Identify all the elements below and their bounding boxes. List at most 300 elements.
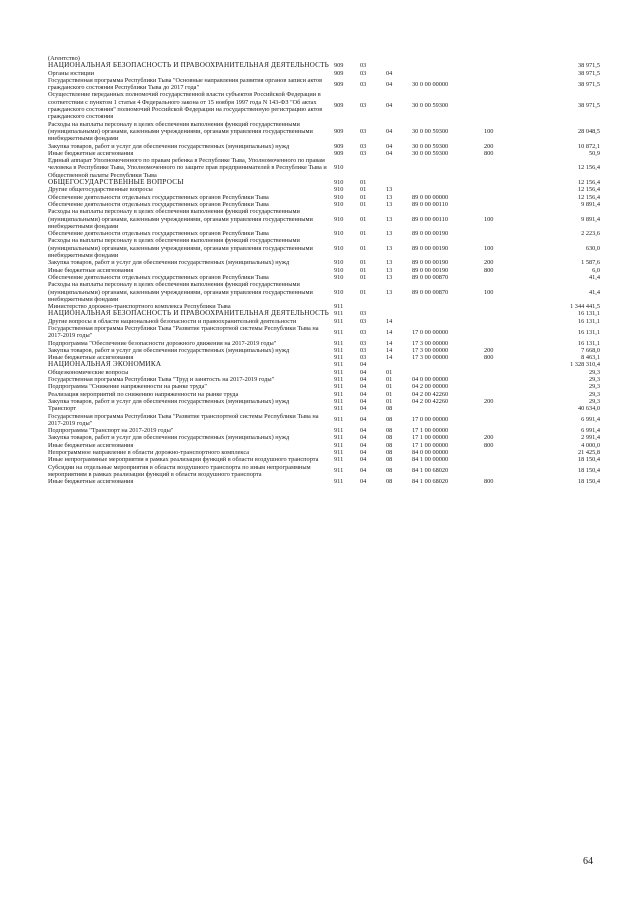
section-code: 03 [360,310,367,318]
expense-type-code [484,194,524,201]
row-name: Иные бюджетные ассигнования [48,354,134,362]
table-row [48,77,600,92]
target-article-code: 84 1 00 00000 [412,456,449,464]
table-row [48,274,600,281]
ministry-code: 911 [334,449,344,457]
ministry-code: 910 [334,288,344,296]
section-code: 03 [360,346,367,354]
expense-type-code [484,456,524,463]
section-code: 03 [360,354,367,362]
section-code: 04 [360,441,367,449]
row-name: Подпрограмма "Снижение напряженности на рынке труда" [48,383,207,391]
expense-type-code [484,391,524,398]
subsection-code: 13 [386,193,393,201]
section-code: 04 [360,456,367,464]
subsection-code [386,361,412,368]
section-code: 04 [360,376,367,384]
expense-type-code [484,157,524,179]
expense-type-code [484,230,524,237]
amount: 12 156,4 [577,193,600,201]
row-name: ОБЩЕГОСУДАРСТВЕННЫЕ ВОПРОСЫ [48,178,184,187]
budget-table-body [48,55,600,486]
subsection-code: 04 [386,142,393,150]
section-code: 04 [360,478,367,486]
section-code: 04 [360,416,367,424]
amount: 18 150,4 [577,478,600,486]
subsection-code: 13 [386,259,393,267]
expense-type-code: 100 [484,244,494,252]
subsection-code: 14 [386,339,393,347]
amount: 2 223,6 [581,230,600,238]
subsection-code: 04 [386,127,393,135]
target-article-code: 84 1 00 68020 [412,467,449,475]
ministry-code: 911 [334,416,344,424]
ministry-code: 910 [334,200,344,208]
row-name: Расходы на выплаты персоналу в целях обеспечения выполнения функций государственными (муниципальными) органами, казенными учреждениями, органами управления государственными внебюджетными фондами [48,120,313,143]
row-name: Другие вопросы в области национальной безопасности и правоохранительной деятельности [48,317,297,325]
amount: 28 048,5 [577,127,600,135]
subsection-code [386,310,412,317]
subsection-code: 08 [386,449,393,457]
subsection-code: 13 [386,215,393,223]
amount: 29,3 [588,368,600,376]
table-row [48,442,600,449]
row-name: Субсидии на отдельные мероприятия в области воздушного транспорта по иным непрограммным мероприятиям в рамках реализации функций в области воздушного транспорта [48,463,311,478]
target-article-code: 30 0 00 59300 [412,149,449,157]
ministry-code: 909 [334,62,344,70]
expense-type-code [484,77,524,92]
target-article-code: 17 1 00 00000 [412,441,449,449]
expense-type-code [484,405,524,412]
ministry-code: 910 [334,266,344,274]
amount: 16 131,1 [577,339,600,347]
ministry-code: 909 [334,149,344,157]
subsection-code: 04 [386,69,393,77]
expense-type-code [484,274,524,281]
table-row [48,478,600,485]
row-name: Расходы на выплаты персоналу в целях обеспечения выполнения функций государственными (муниципальными) органами, казенными учреждениями, органами управления государственными внебюджетными фондами [48,281,313,303]
section-code: 01 [360,186,367,194]
row-name: Закупка товаров, работ и услуг для обеспечения государственных (муниципальных) нужд [48,397,290,405]
table-row [48,434,600,441]
amount: 16 131,1 [577,310,600,318]
section-code: 03 [360,328,367,336]
ministry-code: 911 [334,317,344,325]
expense-type-code: 800 [484,478,494,486]
subsection-code: 13 [386,244,393,252]
section-code: 01 [360,266,367,274]
subsection-code: 13 [386,266,393,274]
row-name: Обеспечение деятельности отдельных государственных органов Республики Тыва [48,200,269,208]
ministry-code: 911 [334,346,344,354]
section-code [360,55,386,62]
subsection-code: 08 [386,467,393,475]
table-row [48,310,600,317]
target-article-code [412,186,484,193]
amount [524,55,600,62]
table-row [48,376,600,383]
ministry-code: 911 [334,361,344,369]
expense-type-code: 200 [484,397,494,405]
subsection-code: 04 [386,102,393,110]
ministry-code [334,55,360,62]
amount: 38 971,5 [577,80,600,88]
expense-type-code [484,91,524,120]
ministry-code: 911 [334,427,344,435]
target-article-code [412,303,484,310]
ministry-code: 911 [334,397,344,405]
expense-type-code [484,310,524,317]
row-name: Государственная программа Республики Тыва "Развитие транспортной системы Республики Тыва на 2017-2019 годы" [48,324,319,340]
table-row [48,340,600,347]
target-article-code: 17 1 00 00000 [412,434,449,442]
amount: 38 971,5 [577,69,600,77]
table-row [48,230,600,237]
ministry-code: 909 [334,69,344,77]
amount: 21 425,8 [577,449,600,457]
amount: 38 971,5 [577,62,600,70]
expense-type-code [484,186,524,193]
section-code [360,303,386,310]
target-article-code: 17 3 00 00000 [412,339,449,347]
section-code: 03 [360,142,367,150]
subsection-code: 04 [386,149,393,157]
section-code: 04 [360,368,367,376]
expense-type-code: 200 [484,259,494,267]
target-article-code: 89 0 00 00190 [412,230,449,238]
row-name: Осуществление переданных полномочий государственной власти субъектов Российской Федерации в соответствии с пунктом 1 статьи 4 Федерального закона от 15 ноября 1997 года N 143-ФЗ "Об актах гражданского состояния" полномочий Российской Федерации на государственную регистрацию актов гражданского состояния [48,91,323,121]
subsection-code: 13 [386,200,393,208]
table-row [48,405,600,412]
amount: 1 344 441,5 [570,303,600,311]
table-row [48,208,600,230]
amount: 29,3 [588,383,600,391]
row-name: Государственная программа Республики Тыва "Труд и занятость на 2017-2019 годы" [48,376,275,384]
subsection-code: 01 [386,397,393,405]
amount: 18 150,4 [577,456,600,464]
expense-type-code: 100 [484,288,494,296]
section-code: 01 [360,259,367,267]
row-name: Иные бюджетные ассигнования [48,441,134,449]
table-row [48,361,600,368]
row-name: Государственная программа Республики Тыва "Основные направления развития органов записи актов гражданского состояния Республики Тыва до 2017 года" [48,76,323,92]
row-name: НАЦИОНАЛЬНАЯ БЕЗОПАСНОСТЬ И ПРАВООХРАНИТЕЛЬНАЯ ДЕЯТЕЛЬНОСТЬ [48,61,330,70]
section-code: 03 [360,149,367,157]
ministry-code: 911 [334,434,344,442]
row-name: Министерство дорожно-транспортного комплекса Республики Тыва [48,303,231,311]
subsection-code: 01 [386,390,393,398]
table-row [48,121,600,143]
subsection-code: 13 [386,273,393,281]
subsection-code [386,157,412,179]
amount: 29,3 [588,390,600,398]
expense-type-code [484,427,524,434]
target-article-code [412,179,484,186]
expense-type-code: 800 [484,441,494,449]
table-row [48,369,600,376]
table-row [48,391,600,398]
expense-type-code [484,376,524,383]
budget-table [48,55,600,486]
subsection-code: 13 [386,186,393,194]
amount: 16 131,1 [577,328,600,336]
row-name: Органы юстиции [48,69,94,77]
ministry-code: 911 [334,354,344,362]
target-article-code [412,369,484,376]
ministry-code: 909 [334,127,344,135]
ministry-code: 910 [334,186,344,194]
target-article-code [412,310,484,317]
section-code [360,157,386,179]
target-article-code [412,70,484,77]
ministry-code: 910 [334,215,344,223]
ministry-code: 911 [334,456,344,464]
table-row [48,413,600,428]
expense-type-code [484,369,524,376]
ministry-code: 911 [334,383,344,391]
section-code: 01 [360,230,367,238]
amount: 630,0 [585,244,600,252]
expense-type-code [484,325,524,340]
target-article-code: 84 0 00 00000 [412,449,449,457]
amount: 8 463,1 [581,354,600,362]
ministry-code: 910 [334,179,344,187]
amount: 6,0 [592,266,600,274]
expense-type-code: 800 [484,149,494,157]
subsection-code: 04 [386,80,393,88]
amount: 12 156,4 [577,186,600,194]
expense-type-code [484,464,524,479]
row-name: Государственная программа Республики Тыва "Развитие транспортной системы Республики Тыва на 2017-2019 годы" [48,412,319,427]
section-code: 01 [360,179,367,187]
subsection-code [386,179,412,186]
section-code: 04 [360,397,367,405]
expense-type-code [484,340,524,347]
ministry-code: 909 [334,142,344,150]
target-article-code: 17 1 00 00000 [412,427,449,435]
amount: 40 634,0 [577,405,600,413]
expense-type-code [484,318,524,325]
table-row [48,325,600,340]
target-article-code: 84 1 00 68020 [412,478,449,486]
subsection-code: 14 [386,354,393,362]
amount: 41,4 [588,273,600,281]
row-name: (Агентство) [48,55,80,62]
table-row [48,150,600,157]
subsection-code: 08 [386,441,393,449]
section-code: 03 [360,69,367,77]
target-article-code: 04 0 00 00000 [412,376,449,384]
table-row [48,186,600,193]
amount: 9 891,4 [581,200,600,208]
subsection-code: 08 [386,478,393,486]
expense-type-code: 200 [484,346,494,354]
row-name: Закупка товаров, работ и услуг для обеспечения государственных (муниципальных) нужд [48,142,290,150]
table-row [48,318,600,325]
amount: 50,9 [588,149,600,157]
ministry-code: 910 [334,230,344,238]
page-number: 64 [583,856,593,867]
subsection-code: 13 [386,288,393,296]
section-code: 03 [360,127,367,135]
section-code: 03 [360,339,367,347]
amount: 18 150,4 [577,467,600,475]
subsection-code: 08 [386,427,393,435]
subsection-code: 14 [386,346,393,354]
row-name: Закупка товаров, работ и услуг для обеспечения государственных (муниципальных) нужд [48,346,290,354]
amount: 38 971,5 [577,102,600,110]
ministry-code: 910 [334,164,344,172]
amount: 12 156,4 [577,164,600,172]
row-name: Подпрограмма "Транспорт на 2017-2019 годы" [48,427,174,435]
table-row [48,157,600,179]
subsection-code: 08 [386,416,393,424]
ministry-code: 911 [334,478,344,486]
target-article-code [412,405,484,412]
table-row [48,259,600,266]
ministry-code: 910 [334,193,344,201]
table-row [48,427,600,434]
ministry-code: 911 [334,328,344,336]
ministry-code: 911 [334,368,344,376]
target-article-code: 04 2 00 00000 [412,383,449,391]
expense-type-code: 100 [484,215,494,223]
table-row [48,62,600,69]
subsection-code [386,55,412,62]
table-row [48,143,600,150]
target-article-code: 89 0 00 00870 [412,273,449,281]
subsection-code [386,303,412,310]
table-row [48,456,600,463]
row-name: НАЦИОНАЛЬНАЯ БЕЗОПАСНОСТЬ И ПРАВООХРАНИТЕЛЬНАЯ ДЕЯТЕЛЬНОСТЬ [48,309,330,318]
row-name: Непрограммное направление в области дорожно-транспортного комплекса [48,449,249,457]
target-article-code: 30 0 00 00000 [412,80,449,88]
row-name: Обеспечение деятельности отдельных государственных органов Республики Тыва [48,193,269,201]
amount: 1 587,6 [581,259,600,267]
section-code: 04 [360,390,367,398]
amount: 6 991,4 [581,427,600,435]
ministry-code: 911 [334,405,344,413]
target-article-code [412,62,484,69]
section-code: 03 [360,317,367,325]
section-code: 01 [360,244,367,252]
subsection-code: 14 [386,317,393,325]
section-code: 04 [360,427,367,435]
table-row [48,464,600,479]
section-code: 01 [360,193,367,201]
row-name: Транспорт [48,405,77,413]
target-article-code: 89 0 00 00190 [412,266,449,274]
row-name: Подпрограмма "Обеспечение безопасности дорожного движения на 2017-2019 годы" [48,339,277,347]
ministry-code: 909 [334,102,344,110]
expense-type-code: 800 [484,354,494,362]
amount: 12 156,4 [577,179,600,187]
target-article-code: 30 0 00 59300 [412,127,449,135]
target-article-code: 89 0 00 00190 [412,259,449,267]
expense-type-code: 200 [484,142,494,150]
table-row [48,267,600,274]
target-article-code [412,361,484,368]
ministry-code: 911 [334,467,344,475]
row-name: Иные непрограммные мероприятия в рамках реализации функций в области воздушного транспорта [48,456,319,464]
row-name: Обеспечение деятельности отдельных государственных органов Республики Тыва [48,230,269,238]
amount: 29,3 [588,376,600,384]
expense-type-code [484,201,524,208]
ministry-code: 911 [334,310,344,318]
expense-type-code: 200 [484,434,494,442]
row-name: Обеспечение деятельности отдельных государственных органов Республики Тыва [48,273,269,281]
subsection-code: 08 [386,405,393,413]
target-article-code: 89 0 00 00190 [412,244,449,252]
row-name: Реализация мероприятий по снижению напряженности на рынке труда [48,390,239,398]
target-article-code: 89 0 00 00870 [412,288,449,296]
section-code: 03 [360,102,367,110]
section-code: 04 [360,383,367,391]
table-row [48,383,600,390]
table-row [48,91,600,120]
section-code: 01 [360,215,367,223]
row-name: Иные бюджетные ассигнования [48,149,134,157]
target-article-code: 30 0 00 59300 [412,142,449,150]
target-article-code: 17 0 00 00000 [412,328,449,336]
amount: 6 991,4 [581,416,600,424]
row-name: Расходы на выплаты персоналу в целях обеспечения выполнения функций государственными (муниципальными) органами, казенными учреждениями, органами управления государственными внебюджетными фондами [48,208,313,230]
amount: 16 131,1 [577,317,600,325]
table-row [48,449,600,456]
row-name: Закупка товаров, работ и услуг для обеспечения государственных (муниципальных) нужд [48,434,290,442]
row-name: Иные бюджетные ассигнования [48,266,134,274]
ministry-code: 911 [334,376,344,384]
row-name: НАЦИОНАЛЬНАЯ ЭКОНОМИКА [48,360,162,369]
section-code: 04 [360,361,367,369]
section-code: 04 [360,434,367,442]
section-code: 01 [360,273,367,281]
row-name: Закупка товаров, работ и услуг для обеспечения государственных (муниципальных) нужд [48,259,290,267]
expense-type-code: 800 [484,266,494,274]
amount: 1 328 310,4 [570,361,600,369]
subsection-code: 13 [386,230,393,238]
section-code: 01 [360,288,367,296]
section-code: 04 [360,467,367,475]
subsection-code: 01 [386,368,393,376]
target-article-code: 04 2 00 42260 [412,397,449,405]
subsection-code: 08 [386,456,393,464]
expense-type-code [484,62,524,69]
subsection-code: 01 [386,383,393,391]
target-article-code: 89 0 00 00000 [412,193,449,201]
table-row [48,398,600,405]
section-code: 04 [360,405,367,413]
target-article-code [412,157,484,179]
expense-type-code [484,383,524,390]
table-row [48,347,600,354]
target-article-code [412,318,484,325]
ministry-code: 910 [334,273,344,281]
subsection-code [386,62,412,69]
table-row [48,194,600,201]
amount: 10 872,1 [577,142,600,150]
expense-type-code [484,361,524,368]
table-row [48,237,600,259]
ministry-code: 911 [334,339,344,347]
amount: 41,4 [588,288,600,296]
section-code: 01 [360,200,367,208]
expense-type-code: 100 [484,127,494,135]
expense-type-code [484,55,524,62]
target-article-code: 17 3 00 00000 [412,346,449,354]
ministry-code: 910 [334,259,344,267]
section-code: 03 [360,80,367,88]
